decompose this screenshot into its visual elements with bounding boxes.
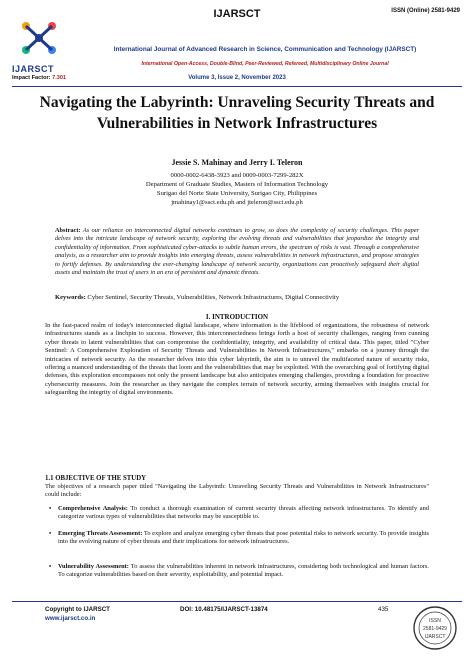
author-orcid: 0000-0002-6438-3923 and 0009-0003-7299-282X [170,172,304,179]
logo-wordmark: IJARSCT [12,64,55,74]
abstract-text: As our reliance on interconnected digital networks continues to grow, so does the complexity of security challenges. This paper delves into the intricate landscape of network security, exploring the evolving threats and vulnerabilities that jeopardize the integrity and confidentiality of information. From sophisticated cyber-attacks to subtle human errors, the spectrum of risks is vast. Through a comprehensive analysis, as a researcher aim to provide insights into emerging threats, assess vulnerabilities in network infrastructures, and propose strategies to fortify defenses. By understanding the ever-changing landscape of network security, organizations can proactively safeguard their digital assets and maintain the trust of users in an era of persistent and dynamic threats. [55,227,419,277]
author-university: Surigao del Norte State University, Surigao City, Philippines [156,190,318,197]
section-heading-introduction: I. INTRODUCTION [205,313,269,321]
objective-bullet [49,530,429,547]
bullet-icon: • [49,563,52,570]
footer-doi: DOI: 10.48175/IJARSCT-13874 [180,606,268,613]
keywords [55,294,419,303]
header-divider [12,86,462,87]
author-department: Department of Graduate Studies, Masters of Information Technology [145,181,329,188]
bullet-term: Emerging Threats Assessment: [58,530,143,537]
issn: ISSN (Online) 2581-9429 [391,8,460,14]
footer-divider [12,601,462,602]
stamp-line: ISSN [429,618,441,624]
abstract [55,227,419,277]
objective-bullet [49,563,429,580]
footer-website-link[interactable]: www.ijarsct.co.in [45,615,96,622]
paper-title: Navigating the Labyrinth: Unraveling Security Threats and Vulnerabilities in Network Infrastructures [39,94,435,132]
bullet-text: To explore and analyze emerging cyber threats that pose potential risks to network security. To provide insights into the evolving nature of cyber threats and their implications for network infrastructures. [58,530,429,546]
introduction-paragraph: In the fast-paced realm of today's interconnected digital landscape, where information is the lifeblood of organizations, the robustness of network infrastructures stands as a linchpin to success. However, this interconnectedness brings forth a host of security challenges, ranging from cunning cyber threats to latent vulnerabilities that can compromise the confidentiality, integrity, and availability of critical data. This paper, titled "Cyber Sentinel: A Comprehensive Exploration of Security Threats and Vulnerabilities in Network Infrastructures," embarks on a journey through the intricacies of network security. As the researcher delves into this cyber labyrinth, the aim is to unravel the multifaceted nature of security risks, offering a nuanced understanding of the threats that loom and the vulnerabilities that may be exploited. With the overarching goal of fortifying digital defenses, this exploration encompasses not only the present landscape but also anticipates emerging challenges, providing a foundation for proactive cybersecurity measures. Join the researcher as they navigate the complex terrain of network security, arming themselves with insights crucial for safeguarding the integrity of digital environments. [45,322,429,397]
volume-issue: Volume 3, Issue 2, November 2023 [188,75,286,81]
journal-subtitle: International Open-Access, Double-Blind, Peer-Reviewed, Refereed, Multidisciplinary Online Journal [141,61,389,67]
footer-copyright: Copyright to IJARSCT [45,606,110,613]
stamp-line: 2581-9429 [423,626,447,632]
keywords-text: Cyber Sentinel, Security Threats, Vulnerabilities, Network Infrastructures, Digital Connectivity [85,294,340,301]
impact-value: 7.301 [52,75,67,81]
objective-intro-paragraph: The objectives of a research paper titled "Navigating the Labyrinth: Unraveling Security Threats and Vulnerabilities in Network Infrastructures" could include: [45,483,429,499]
page-number: 435 [378,606,389,613]
bullet-icon: • [49,530,52,537]
bullet-text: To conduct a thorough examination of current security threats affecting network infrastructures. To identify and categorize various types of vulnerabilities that networks may be susceptible to. [58,505,430,521]
subsection-heading-objective: 1.1 OBJECTIVE OF THE STUDY [45,475,147,482]
bullet-icon: • [49,505,52,512]
issn-stamp-icon [412,605,458,651]
stamp-line: IJARSCT [424,634,446,640]
journal-short-name: IJARSCT [213,8,261,20]
abstract-label: Abstract: [55,227,81,234]
journal-full-name: International Journal of Advanced Research in Science, Communication and Technology (IJARSCT) [113,46,417,53]
paper-authors: Jessie S. Mahinay and Jerry I. Teleron [171,158,303,167]
author-emails: jmahinay1@ssct.edu.ph and jteleron@ssct.edu.ph [171,199,303,206]
impact-label: Impact Factor: [12,75,53,81]
bullet-term: Comprehensive Analysis: [58,505,128,512]
objective-bullet [49,505,430,522]
bullet-text: To assess the vulnerabilities inherent in network infrastructures, considering both technological and human factors. To categorize vulnerabilities based on their severity, exploitability, and potential impact. [58,563,429,579]
keywords-label: Keywords: [55,294,86,301]
bullet-term: Vulnerability Assessment: [58,563,129,570]
ijarsct-logo [14,16,64,64]
